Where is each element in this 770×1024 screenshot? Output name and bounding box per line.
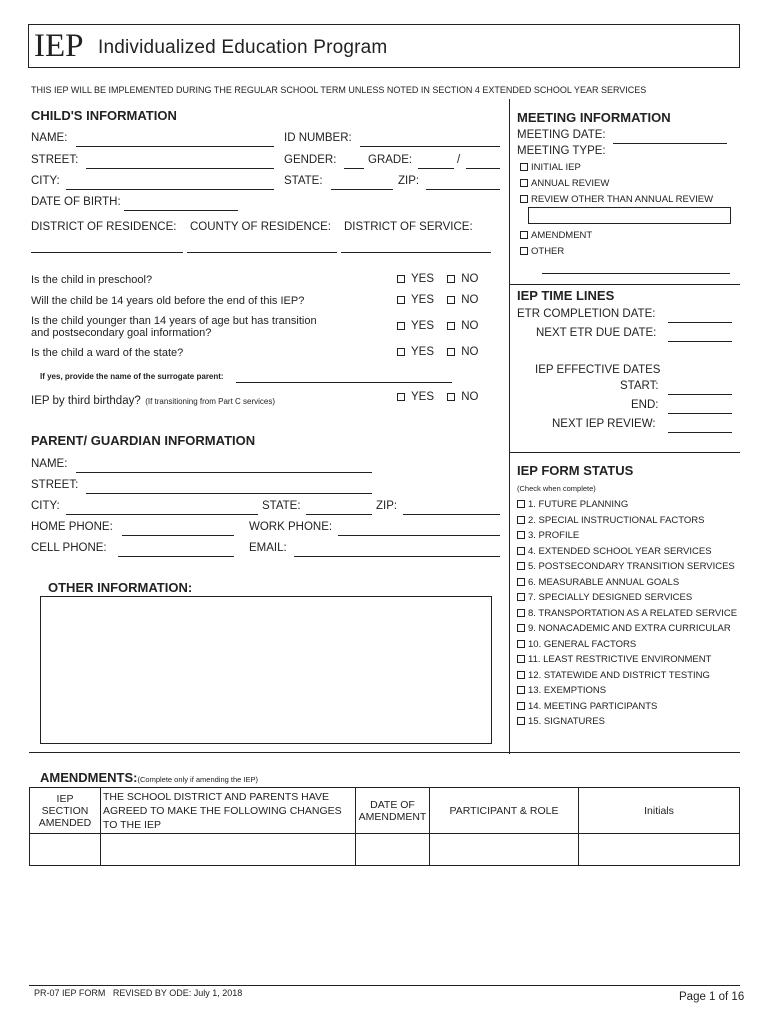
review-other-input[interactable] [528, 207, 731, 224]
cell-phone-label: CELL PHONE: [31, 542, 107, 554]
childs-info-heading: CHILD'S INFORMATION [31, 108, 177, 123]
status-item-label: 3. PROFILE [528, 530, 580, 541]
no-option[interactable]: NO [447, 346, 478, 358]
meeting-other-field[interactable] [542, 273, 730, 274]
child-id-field[interactable] [360, 146, 500, 147]
child-zip-label: ZIP: [398, 175, 420, 187]
checkbox-icon [517, 593, 525, 601]
child-grade-field-1[interactable] [418, 168, 454, 169]
district-residence-label: DISTRICT OF RESIDENCE: [31, 221, 177, 233]
checkbox-icon [397, 348, 405, 356]
etr-completion-label: ETR COMPLETION DATE: [517, 308, 656, 320]
status-item-4[interactable] [517, 546, 712, 557]
meeting-type-label: MEETING TYPE: [517, 145, 606, 157]
status-item-label: 14. MEETING PARTICIPANTS [528, 700, 658, 712]
end-field[interactable] [668, 413, 732, 414]
col-iep-section: IEP SECTION AMENDED [30, 788, 101, 834]
checkbox-icon [517, 640, 525, 648]
checkbox-icon [447, 296, 455, 304]
form-title: Individualized Education Program [98, 37, 388, 58]
yes-option[interactable]: YES [397, 391, 434, 403]
yes-option[interactable]: YES [397, 346, 434, 358]
parent-street-label: STREET: [31, 479, 79, 491]
cell-input[interactable] [356, 834, 430, 866]
status-item-13[interactable] [517, 685, 606, 696]
checkbox-icon [517, 562, 525, 570]
question-transition-1: Is the child younger than 14 years of age but has transition [31, 315, 317, 327]
amendments-note: (Complete only if amending the IEP) [137, 775, 258, 784]
next-etr-label: NEXT ETR DUE DATE: [536, 327, 657, 339]
question-preschool: Is the child in preschool? [31, 274, 153, 286]
amendments-heading: AMENDMENTS: [40, 770, 138, 785]
surrogate-label: If yes, provide the name of the surrogate parent: [40, 372, 224, 381]
parent-name-label: NAME: [31, 458, 68, 470]
checkbox-icon [447, 322, 455, 330]
child-id-label: ID NUMBER: [284, 132, 352, 144]
checkbox-icon [517, 547, 525, 555]
status-divider [509, 452, 740, 453]
status-item-8[interactable] [517, 608, 737, 619]
grade-separator: / [457, 154, 461, 166]
status-item-5[interactable] [517, 561, 735, 572]
timeline-divider [509, 284, 740, 285]
iep-logo: IEP [34, 28, 84, 64]
no-option[interactable]: NO [447, 294, 478, 306]
district-service-field[interactable] [341, 252, 491, 253]
yes-option[interactable]: YES [397, 294, 434, 306]
amendments-header [40, 769, 258, 787]
no-option[interactable]: NO [447, 320, 478, 332]
home-phone-field[interactable] [122, 535, 234, 536]
work-phone-label: WORK PHONE: [249, 521, 333, 533]
col-agreed-changes: THE SCHOOL DISTRICT AND PARENTS HAVE AGREED TO MAKE THE FOLLOWING CHANGES TO THE IEP [101, 788, 356, 834]
status-item-label: 5. POSTSECONDARY TRANSITION SERVICES [528, 561, 735, 572]
checkbox-icon [517, 702, 525, 710]
meeting-type-initial[interactable]: INITIAL IEP [520, 162, 581, 173]
status-item-11[interactable] [517, 654, 711, 665]
checkbox-icon [447, 348, 455, 356]
parent-city-label: CITY: [31, 500, 60, 512]
next-review-field[interactable] [668, 432, 732, 433]
checkbox-icon [517, 671, 525, 679]
next-etr-field[interactable] [668, 341, 732, 342]
status-item-label: 9. NONACADEMIC AND EXTRA CURRICULAR [528, 623, 731, 634]
status-item-label: 2. SPECIAL INSTRUCTIONAL FACTORS [528, 514, 705, 526]
status-item-10[interactable] [517, 639, 636, 650]
implementation-notice: THIS IEP WILL BE IMPLEMENTED DURING THE REGULAR SCHOOL TERM UNLESS NOTED IN SECTION 4 EXTENDED SCHOOL YEAR SERVICES [31, 85, 647, 95]
status-item-label: 8. TRANSPORTATION AS A RELATED SERVICE [528, 607, 738, 619]
checkbox-icon [517, 500, 525, 508]
question-third-birthday: IEP by third birthday? (If transitioning from Part C services) [31, 395, 276, 407]
form-status-heading: IEP FORM STATUS [517, 463, 634, 478]
amendments-table [29, 787, 740, 866]
checkbox-icon [397, 393, 405, 401]
cell-input[interactable] [101, 834, 356, 866]
col-date-amendment: DATE OF AMENDMENT [356, 788, 430, 834]
county-residence-label: COUNTY OF RESIDENCE: [190, 221, 331, 233]
parent-state-field[interactable] [306, 514, 372, 515]
etr-completion-field[interactable] [668, 322, 732, 323]
checkbox-icon [517, 655, 525, 663]
checkbox-icon [517, 686, 525, 694]
meeting-type-annual[interactable]: ANNUAL REVIEW [520, 178, 609, 189]
status-item-6[interactable] [517, 577, 679, 588]
meeting-type-review-other[interactable]: REVIEW OTHER THAN ANNUAL REVIEW [520, 194, 713, 205]
yes-option[interactable]: YES [397, 320, 434, 332]
district-residence-field[interactable] [31, 252, 183, 253]
parent-state-label: STATE: [262, 500, 301, 512]
form-status-note: (Check when complete) [517, 484, 596, 493]
child-street-field[interactable] [86, 168, 274, 169]
email-label: EMAIL: [249, 542, 287, 554]
child-gender-field[interactable] [344, 168, 364, 169]
checkbox-icon [517, 609, 525, 617]
status-item-label: 12. STATEWIDE AND DISTRICT TESTING [528, 669, 710, 681]
status-item-15[interactable] [517, 716, 605, 727]
amendments-divider [29, 752, 740, 753]
question-transition-2: and postsecondary goal information? [31, 327, 212, 339]
child-grade-label: GRADE: [368, 154, 413, 166]
checkbox-icon [520, 163, 528, 171]
child-name-field[interactable] [76, 146, 274, 147]
child-state-field[interactable] [331, 189, 393, 190]
parent-zip-field[interactable] [403, 514, 500, 515]
other-info-box[interactable] [40, 596, 492, 744]
status-item-label: 13. EXEMPTIONS [528, 685, 607, 696]
status-item-label: 1. FUTURE PLANNING [528, 499, 629, 510]
checkbox-icon [517, 516, 525, 524]
county-residence-field[interactable] [187, 252, 337, 253]
status-item-3[interactable] [517, 530, 579, 541]
question-age-14: Will the child be 14 years old before the end of this IEP? [31, 295, 305, 307]
meeting-date-label: MEETING DATE: [517, 129, 606, 141]
no-option[interactable]: NO [447, 273, 478, 285]
meeting-date-field[interactable] [613, 143, 727, 144]
effective-dates-label: IEP EFFECTIVE DATES [535, 364, 661, 376]
meeting-type-other[interactable]: OTHER [520, 246, 564, 257]
surrogate-field[interactable] [236, 382, 452, 383]
status-item-9[interactable] [517, 623, 731, 634]
dob-label: DATE OF BIRTH: [31, 196, 121, 208]
parent-street-field[interactable] [86, 493, 372, 494]
no-option[interactable]: NO [447, 391, 478, 403]
status-item-2[interactable] [517, 515, 705, 526]
home-phone-label: HOME PHONE: [31, 521, 113, 533]
time-lines-heading: IEP TIME LINES [517, 288, 615, 303]
col-initials: Initials [579, 788, 740, 834]
child-gender-label: GENDER: [284, 154, 337, 166]
status-item-label: 15. SIGNATURES [528, 716, 605, 727]
status-item-label: 4. EXTENDED SCHOOL YEAR SERVICES [528, 545, 712, 557]
end-label: END: [631, 399, 659, 411]
meeting-info-heading: MEETING INFORMATION [517, 110, 671, 125]
checkbox-icon [517, 717, 525, 725]
cell-input[interactable] [430, 834, 579, 866]
child-grade-field-2[interactable] [466, 168, 500, 169]
status-item-14[interactable] [517, 701, 657, 712]
child-city-field[interactable] [66, 189, 274, 190]
district-service-label: DISTRICT OF SERVICE: [344, 221, 473, 233]
checkbox-icon [520, 247, 528, 255]
form-id: PR-07 IEP FORM REVISED BY ODE: July 1, 2018 [34, 988, 243, 998]
checkbox-icon [520, 179, 528, 187]
checkbox-icon [517, 624, 525, 632]
checkbox-icon [397, 322, 405, 330]
cell-input[interactable] [30, 834, 101, 866]
child-zip-field[interactable] [426, 189, 500, 190]
parent-city-field[interactable] [66, 514, 258, 515]
status-item-12[interactable] [517, 670, 710, 681]
status-item-label: 11. LEAST RESTRICTIVE ENVIRONMENT [528, 654, 712, 665]
email-field[interactable] [294, 556, 500, 557]
cell-phone-field[interactable] [118, 556, 234, 557]
status-item-7[interactable] [517, 592, 692, 603]
child-name-label: NAME: [31, 132, 68, 144]
footer-rule [29, 985, 740, 986]
checkbox-icon [520, 231, 528, 239]
col-participant-role: PARTICIPANT & ROLE [430, 788, 579, 834]
question-ward: Is the child a ward of the state? [31, 347, 184, 359]
checkbox-icon [397, 275, 405, 283]
status-item-label: 10. GENERAL FACTORS [528, 638, 637, 650]
yes-option[interactable]: YES [397, 273, 434, 285]
parent-info-heading: PARENT/ GUARDIAN INFORMATION [31, 433, 256, 448]
child-state-label: STATE: [284, 175, 323, 187]
parent-name-field[interactable] [76, 472, 372, 473]
checkbox-icon [397, 296, 405, 304]
child-street-label: STREET: [31, 154, 79, 166]
checkbox-icon [517, 531, 525, 539]
status-item-label: 6. MEASURABLE ANNUAL GOALS [528, 576, 680, 588]
parent-zip-label: ZIP: [376, 500, 398, 512]
cell-input[interactable] [579, 834, 740, 866]
child-city-label: CITY: [31, 175, 60, 187]
work-phone-field[interactable] [338, 535, 500, 536]
table-row [30, 834, 740, 866]
status-item-label: 7. SPECIALLY DESIGNED SERVICES [528, 592, 693, 603]
start-label: START: [620, 380, 659, 392]
other-info-heading: OTHER INFORMATION: [48, 580, 193, 595]
next-review-label: NEXT IEP REVIEW: [552, 418, 656, 430]
checkbox-icon [517, 578, 525, 586]
meeting-type-amendment[interactable]: AMENDMENT [520, 230, 592, 241]
start-field[interactable] [668, 394, 732, 395]
column-divider [509, 99, 510, 754]
checkbox-icon [447, 393, 455, 401]
checkbox-icon [447, 275, 455, 283]
dob-field[interactable] [124, 210, 238, 211]
page-number: Page 1 of 16 [679, 991, 745, 1003]
status-item-1[interactable] [517, 499, 628, 510]
checkbox-icon [520, 195, 528, 203]
